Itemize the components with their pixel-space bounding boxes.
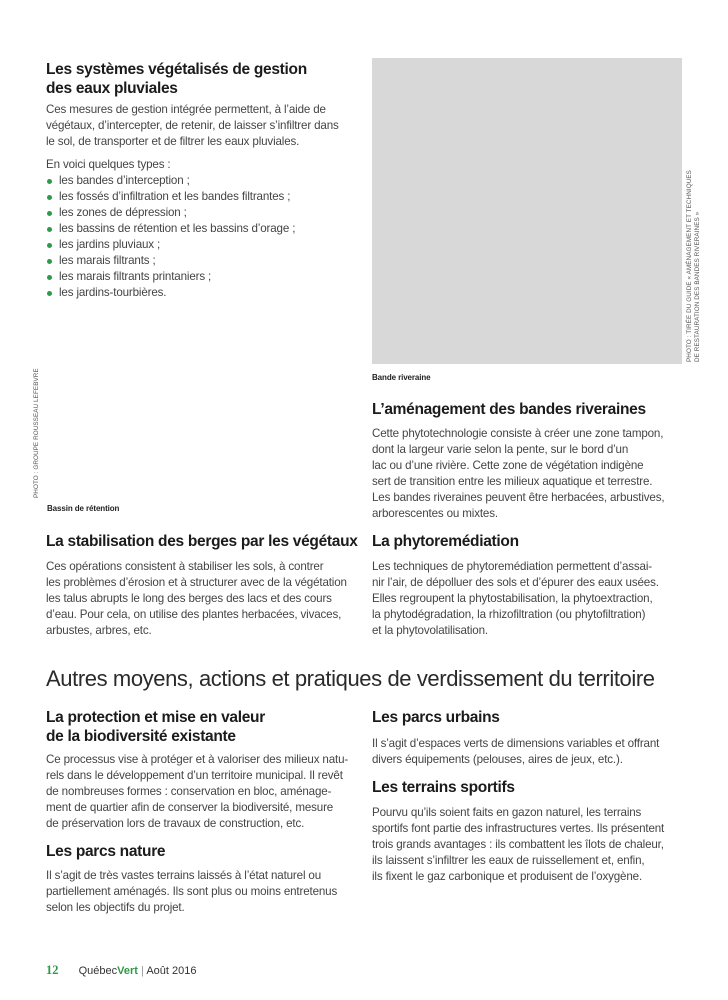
section-title-autres-moyens: Autres moyens, actions et pratiques de verdissement du territoire: [46, 666, 655, 691]
section-bandes-riveraines: [372, 400, 692, 522]
page-number: 12: [46, 963, 59, 977]
list-item: les bassins de rétention et les bassins d’orage ;: [46, 221, 356, 237]
heading-parcs-urbains: Les parcs urbains: [372, 709, 500, 726]
photo-bande-riveraine: [372, 58, 682, 364]
photo-credit-left: PHOTO : GROUPE ROUSSEAU LEFEBVRE: [33, 368, 40, 498]
section-parcs-nature: [46, 842, 366, 916]
list-item: les jardins-tourbières.: [46, 285, 356, 301]
list-item: les marais filtrants ;: [46, 253, 356, 269]
heading-bandes-riveraines: L’aménagement des bandes riveraines: [372, 401, 646, 418]
list-item: les marais filtrants printaniers ;: [46, 269, 356, 285]
footer-separator: |: [141, 965, 144, 977]
paragraph-phytoremediation: Les techniques de phytoremédiation permettent d’assai- nir l’air, de dépolluer des sols et d’épurer des eaux usées. Elles regroupent la phytostabilisation, la phytoextraction, la phytodégradation, la rhizofiltration (ou phytofiltration) et la phytovolatilisation.: [372, 560, 659, 637]
paragraph-bandes-riveraines: Cette phytotechnologie consiste à créer une zone tampon, dont la largeur varie selon la pente, sur le bord d’un lac ou d’une rivière. Cette zone de végétation indigène sert de transition entre les milieux aquatique et terrestre. Les bandes riveraines peuvent être herbacées, arbustives, arborescentes ou mixtes.: [372, 427, 665, 520]
photo-credit-right: PHOTO : TIRÉE DU GUIDE « AMÉNAGEMENT ET TECHNIQUES DE RESTAURATION DES BANDES RIVERAINES »: [686, 170, 701, 362]
list-item: les jardins pluviaux ;: [46, 237, 356, 253]
list-item: les zones de dépression ;: [46, 205, 356, 221]
types-intro: En voici quelques types :: [46, 158, 171, 171]
bullet-icon: [47, 243, 52, 248]
bullet-icon: [47, 227, 52, 232]
caption-bande: Bande riveraine: [372, 373, 431, 382]
section-parcs-urbains: [372, 708, 692, 768]
paragraph-parcs-urbains: Il s’agit d’espaces verts de dimensions variables et offrant divers équipements (pelouses, aires de jeux, etc.).: [372, 737, 660, 766]
section-biodiversite: [46, 708, 366, 832]
section-berges: [46, 532, 366, 639]
bullet-icon: [47, 259, 52, 264]
heading-eaux-pluviales: Les systèmes végétalisés de gestion des eaux pluviales: [46, 61, 307, 97]
page-footer: [46, 963, 196, 978]
section-terrains-sportifs: [372, 778, 692, 885]
bullet-icon: [47, 195, 52, 200]
types-list: [46, 173, 356, 301]
section-phytoremediation: [372, 532, 692, 639]
caption-bassin: Bassin de rétention: [47, 504, 120, 513]
bullet-icon: [47, 275, 52, 280]
bullet-icon: [47, 211, 52, 216]
heading-terrains-sportifs: Les terrains sportifs: [372, 779, 515, 796]
paragraph-berges: Ces opérations consistent à stabiliser les sols, à contrer les problèmes d’érosion et à structurer avec de la végétation les talus abrupts le long des berges des lacs et des cours d’eau. Pour cela, on utilise des plantes herbacées, vivaces, arbustes, arbres, etc.: [46, 560, 347, 637]
paragraph-parcs-nature: Il s’agit de très vastes terrains laissés à l’état naturel ou partiellement aménagés. Ils sont plus ou moins entretenus selon les objectifs du projet.: [46, 869, 338, 914]
heading-parcs-nature: Les parcs nature: [46, 843, 166, 860]
heading-phytoremediation: La phytoremédiation: [372, 533, 519, 550]
bullet-icon: [47, 291, 52, 296]
heading-berges: La stabilisation des berges par les végétaux: [46, 533, 358, 550]
paragraph-eaux-pluviales: Ces mesures de gestion intégrée permettent, à l’aide de végétaux, d’intercepter, de retenir, de laisser s’infiltrer dans le sol, de transporter et de filtrer les eaux pluviales.: [46, 103, 339, 148]
paragraph-terrains-sportifs: Pourvu qu’ils soient faits en gazon naturel, les terrains sportifs font partie des infrastructures vertes. Ils présentent trois grands avantages : ils combattent les îlots de chaleur, ils laissent s’infiltrer les eaux de ruissellement et, enfin, ils fixent le gaz carbonique et produisent de l’oxygène.: [372, 806, 665, 883]
paragraph-biodiversite: Ce processus vise à protéger et à valoriser des milieux natu- rels dans le développement d’un territoire municipal. Il revêt de nombreuses formes : conservation en bloc, aménage- ment de quartier afin de conserver la biodiversité, mesure de préservation lors de travaux de construction, etc.: [46, 753, 349, 830]
bullet-icon: [47, 179, 52, 184]
magazine-name: QuébecVert: [78, 965, 138, 977]
heading-biodiversite: La protection et mise en valeur de la biodiversité existante: [46, 709, 265, 745]
section-eaux-pluviales: [46, 60, 356, 301]
issue-date: Août 2016: [146, 965, 197, 977]
list-item: les bandes d’interception ;: [46, 173, 356, 189]
list-item: les fossés d’infiltration et les bandes filtrantes ;: [46, 189, 356, 205]
